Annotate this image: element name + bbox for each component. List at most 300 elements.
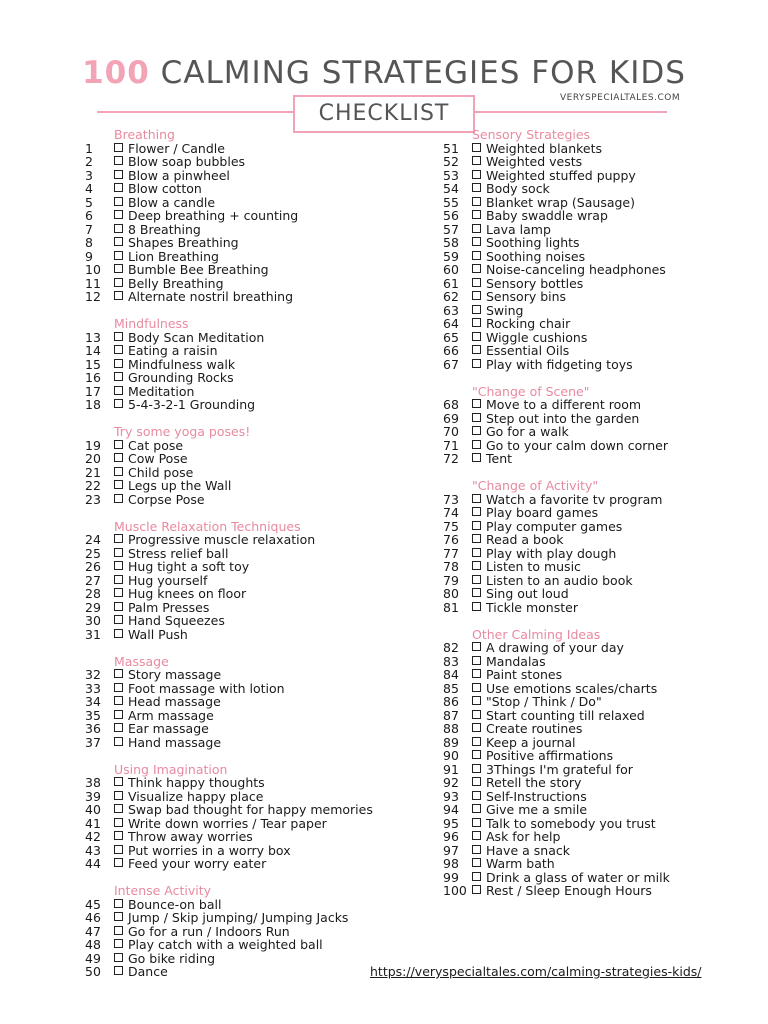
checkbox-icon[interactable]: [472, 278, 481, 287]
checkbox-icon[interactable]: [114, 332, 123, 341]
checklist-item: [85, 196, 385, 210]
checkbox-icon[interactable]: [472, 440, 481, 449]
checklist-item: [443, 749, 743, 763]
item-label: Throw away worries: [128, 829, 253, 844]
item-number: 92: [443, 775, 459, 790]
item-label: Swap bad thought for happy memories: [128, 802, 373, 817]
checkbox-icon[interactable]: [114, 818, 123, 827]
checklist-item: [85, 155, 385, 169]
item-number: 48: [85, 937, 101, 952]
item-number: 4: [85, 181, 93, 196]
item-number: 80: [443, 586, 459, 601]
item-label: Blow a pinwheel: [128, 167, 230, 183]
checklist-item: [443, 574, 743, 588]
item-number: 61: [443, 275, 459, 291]
checklist-item: [443, 425, 743, 439]
checkbox-icon[interactable]: [114, 953, 123, 962]
item-label: 8 Breathing: [128, 221, 201, 237]
section-heading: Sensory Strategies: [472, 127, 591, 142]
item-label: Story massage: [128, 667, 222, 682]
item-label: Play computer games: [486, 518, 623, 534]
item-label: Drink a glass of water or milk: [486, 869, 670, 885]
checkbox-icon[interactable]: [114, 278, 123, 287]
item-label: Hug knees on floor: [128, 586, 247, 601]
checkbox-icon[interactable]: [114, 170, 123, 179]
checklist-item: [443, 155, 743, 169]
item-label: Hug yourself: [128, 572, 208, 588]
item-label: Listen to music: [486, 559, 581, 574]
checklist-item: [443, 236, 743, 250]
checklist-item: [85, 250, 385, 264]
checkbox-icon[interactable]: [114, 683, 123, 692]
checkbox-icon[interactable]: [472, 237, 481, 246]
item-label: Head massage: [128, 694, 221, 709]
checklist-item: [85, 371, 385, 385]
checkbox-icon[interactable]: [472, 359, 481, 368]
item-label: Ask for help: [486, 829, 561, 844]
checkbox-icon[interactable]: [114, 143, 123, 152]
section-gap: [85, 506, 385, 520]
checklist-item: [443, 830, 743, 844]
item-number: 78: [443, 559, 459, 574]
item-number: 79: [443, 572, 459, 588]
checkbox-icon[interactable]: [472, 534, 481, 543]
checkbox-icon[interactable]: [472, 332, 481, 341]
checkbox-icon[interactable]: [114, 183, 123, 192]
checkbox-icon[interactable]: [472, 345, 481, 354]
checkbox-icon[interactable]: [472, 858, 481, 867]
item-number: 56: [443, 208, 459, 223]
checklist-item: [85, 722, 385, 736]
item-number: 43: [85, 842, 101, 858]
checklist-item: [443, 223, 743, 237]
item-label: Dance: [128, 964, 168, 979]
item-label: Bumble Bee Breathing: [128, 262, 269, 277]
checkbox-icon[interactable]: [114, 480, 123, 489]
item-number: 13: [85, 329, 101, 345]
item-label: Child pose: [128, 464, 194, 480]
checkbox-icon[interactable]: [472, 521, 481, 530]
item-number: 21: [85, 464, 101, 480]
item-label: Blow cotton: [128, 181, 202, 196]
checklist-item: [443, 533, 743, 547]
checklist-item: [85, 290, 385, 304]
item-number: 6: [85, 208, 93, 223]
checkbox-icon[interactable]: [114, 831, 123, 840]
item-number: 2: [85, 154, 93, 169]
item-label: Soothing noises: [486, 248, 586, 264]
item-number: 31: [85, 626, 101, 642]
checkbox-icon[interactable]: [472, 669, 481, 678]
section-heading: "Change of Scene": [472, 383, 590, 399]
item-label: Belly Breathing: [128, 275, 224, 291]
checkbox-icon[interactable]: [472, 831, 481, 840]
item-label: Step out into the garden: [486, 410, 640, 426]
checkbox-icon[interactable]: [472, 170, 481, 179]
item-number: 54: [443, 181, 459, 196]
checkbox-icon[interactable]: [472, 426, 481, 435]
item-number: 26: [85, 559, 101, 574]
section-gap: [85, 304, 385, 318]
checkbox-icon[interactable]: [472, 818, 481, 827]
item-label: Grounding Rocks: [128, 370, 234, 385]
item-number: 71: [443, 437, 459, 453]
checkbox-icon[interactable]: [114, 197, 123, 206]
item-label: Think happy thoughts: [128, 775, 265, 790]
item-label: Jump / Skip jumping/ Jumping Jacks: [128, 910, 349, 925]
checkbox-icon[interactable]: [472, 764, 481, 773]
checkbox-icon[interactable]: [472, 845, 481, 854]
checkbox-icon[interactable]: [114, 858, 123, 867]
checklist-item: [443, 709, 743, 723]
checkbox-icon[interactable]: [114, 669, 123, 678]
checkbox-icon[interactable]: [114, 359, 123, 368]
item-number: 63: [443, 302, 459, 318]
checklist-item: [443, 560, 743, 574]
item-label: Palm Presses: [128, 599, 210, 615]
checkbox-icon[interactable]: [114, 737, 123, 746]
checklist-item: [85, 776, 385, 790]
item-label: Go bike riding: [128, 950, 216, 966]
item-label: Bounce-on ball: [128, 896, 222, 912]
checkbox-icon[interactable]: [114, 237, 123, 246]
checklist-item: [443, 196, 743, 210]
item-label: 5-4-3-2-1 Grounding: [128, 397, 256, 412]
item-number: 62: [443, 289, 459, 304]
checklist-item: [85, 385, 385, 399]
checkbox-icon[interactable]: [114, 966, 123, 975]
item-number: 16: [85, 370, 101, 385]
item-label: A drawing of your day: [486, 640, 624, 655]
checkbox-icon[interactable]: [114, 629, 123, 638]
item-number: 46: [85, 910, 101, 925]
item-number: 86: [443, 694, 459, 709]
checkbox-icon[interactable]: [472, 791, 481, 800]
checkbox-icon[interactable]: [472, 696, 481, 705]
checkbox-icon[interactable]: [472, 602, 481, 611]
item-number: 95: [443, 815, 459, 831]
checkbox-icon[interactable]: [114, 156, 123, 165]
item-label: Talk to somebody you trust: [486, 815, 656, 831]
checkbox-icon[interactable]: [114, 777, 123, 786]
item-number: 90: [443, 748, 459, 763]
checkbox-icon[interactable]: [114, 210, 123, 219]
item-label: Play catch with a weighted ball: [128, 937, 323, 952]
checkbox-icon[interactable]: [472, 642, 481, 651]
checklist-item: [85, 547, 385, 561]
item-label: Hug tight a soft toy: [128, 559, 250, 574]
item-number: 68: [443, 397, 459, 412]
checkbox-icon[interactable]: [472, 183, 481, 192]
section-heading: Muscle Relaxation Techniques: [114, 518, 301, 534]
checklist-item: [85, 898, 385, 912]
checkbox-icon[interactable]: [114, 588, 123, 597]
checkbox-icon[interactable]: [472, 885, 481, 894]
checklist-item: [443, 871, 743, 885]
item-label: Tent: [486, 451, 513, 466]
checklist-item: [443, 817, 743, 831]
item-number: 66: [443, 343, 459, 358]
item-label: Play with fidgeting toys: [486, 356, 633, 372]
checklist-item: [85, 223, 385, 237]
title-text: CALMING STRATEGIES FOR KIDS: [160, 55, 686, 91]
item-label: Warm bath: [486, 856, 555, 871]
checklist-item: [85, 331, 385, 345]
item-label: Listen to an audio book: [486, 572, 633, 588]
item-label: Write down worries / Tear paper: [128, 815, 327, 831]
checkbox-icon[interactable]: [472, 872, 481, 881]
checkbox-icon[interactable]: [472, 656, 481, 665]
item-number: 29: [85, 599, 101, 615]
checklist-item: [443, 344, 743, 358]
checklist-item: [85, 925, 385, 939]
checklist-item: [85, 817, 385, 831]
item-number: 58: [443, 235, 459, 250]
checkbox-icon[interactable]: [114, 224, 123, 233]
item-label: Cow Pose: [128, 451, 188, 466]
checkbox-icon[interactable]: [472, 507, 481, 516]
checkbox-icon[interactable]: [472, 750, 481, 759]
checklist-item: [85, 965, 385, 979]
checkbox-icon[interactable]: [472, 737, 481, 746]
checkbox-icon[interactable]: [114, 710, 123, 719]
checklist-item: [443, 736, 743, 750]
checkbox-icon[interactable]: [472, 399, 481, 408]
item-label: Baby swaddle wrap: [486, 208, 608, 223]
item-number: 8: [85, 235, 93, 250]
checkbox-icon[interactable]: [472, 804, 481, 813]
item-label: Legs up the Wall: [128, 478, 232, 493]
item-number: 57: [443, 221, 459, 237]
checklist-item: [85, 493, 385, 507]
checklist-item: [443, 776, 743, 790]
checkbox-icon[interactable]: [114, 494, 123, 503]
item-label: "Stop / Think / Do": [486, 694, 602, 709]
checklist-item: [85, 574, 385, 588]
checklist-item: [443, 547, 743, 561]
checkbox-icon[interactable]: [114, 440, 123, 449]
checkbox-icon[interactable]: [114, 615, 123, 624]
item-number: 35: [85, 707, 101, 723]
checklist-item: [85, 736, 385, 750]
checklist-item: [85, 911, 385, 925]
checklist-item: [85, 587, 385, 601]
checklist-item: [85, 857, 385, 871]
item-number: 1: [85, 140, 93, 156]
checkbox-icon[interactable]: [114, 548, 123, 557]
item-number: 100: [443, 883, 467, 898]
item-label: Sensory bins: [486, 289, 567, 304]
checkbox-icon[interactable]: [472, 291, 481, 300]
item-number: 85: [443, 680, 459, 696]
page-title: [0, 55, 768, 91]
item-label: Mindfulness walk: [128, 356, 236, 372]
item-label: Weighted blankets: [486, 140, 603, 156]
checklist-item: [443, 844, 743, 858]
checkbox-icon[interactable]: [472, 683, 481, 692]
item-number: 84: [443, 667, 459, 682]
checkbox-icon[interactable]: [114, 939, 123, 948]
checkbox-icon[interactable]: [114, 912, 123, 921]
checkbox-icon[interactable]: [114, 561, 123, 570]
checkbox-icon[interactable]: [114, 372, 123, 381]
item-label: Start counting till relaxed: [486, 707, 645, 723]
checklist-item: [443, 250, 743, 264]
checklist-item: [85, 209, 385, 223]
section-gap: [85, 871, 385, 885]
item-number: 76: [443, 532, 459, 547]
checklist-item: [443, 290, 743, 304]
item-label: Weighted stuffed puppy: [486, 167, 636, 183]
checkbox-icon[interactable]: [472, 305, 481, 314]
checkbox-icon[interactable]: [114, 345, 123, 354]
checkbox-icon[interactable]: [472, 723, 481, 732]
item-number: 93: [443, 788, 459, 804]
item-number: 39: [85, 788, 101, 804]
checkbox-icon[interactable]: [472, 156, 481, 165]
checkbox-icon[interactable]: [472, 710, 481, 719]
checkbox-icon[interactable]: [472, 575, 481, 584]
item-label: Lion Breathing: [128, 248, 219, 264]
title-divider-right: [471, 111, 667, 113]
checkbox-icon[interactable]: [472, 548, 481, 557]
checkbox-icon[interactable]: [114, 845, 123, 854]
checkbox-icon[interactable]: [472, 210, 481, 219]
item-number: 81: [443, 599, 459, 615]
item-number: 28: [85, 586, 101, 601]
item-label: Body sock: [486, 181, 550, 196]
checklist-item: [443, 587, 743, 601]
checklist-item: [85, 533, 385, 547]
checkbox-icon[interactable]: [114, 696, 123, 705]
title-number: 100: [82, 55, 150, 91]
checkbox-icon[interactable]: [114, 467, 123, 476]
checklist-item: [443, 452, 743, 466]
item-label: Self-Instructions: [486, 788, 587, 804]
checkbox-icon[interactable]: [114, 291, 123, 300]
checkbox-icon[interactable]: [472, 453, 481, 462]
item-number: 11: [85, 275, 101, 291]
checkbox-icon[interactable]: [472, 588, 481, 597]
checkbox-icon[interactable]: [114, 453, 123, 462]
checkbox-icon[interactable]: [472, 777, 481, 786]
item-label: Hand massage: [128, 734, 222, 750]
item-number: 52: [443, 154, 459, 169]
item-number: 44: [85, 856, 101, 871]
checkbox-icon[interactable]: [114, 926, 123, 935]
checkbox-icon[interactable]: [114, 723, 123, 732]
item-number: 65: [443, 329, 459, 345]
checkbox-icon[interactable]: [114, 602, 123, 611]
checklist-item: [85, 344, 385, 358]
item-label: Watch a favorite tv program: [486, 491, 663, 507]
footer-link[interactable]: https://veryspecialtales.com/calming-strategies-kids/: [370, 964, 702, 979]
item-number: 94: [443, 802, 459, 817]
right-column: [443, 128, 743, 898]
checklist-item: [85, 844, 385, 858]
checkbox-icon[interactable]: [114, 386, 123, 395]
item-label: Go for a run / Indoors Run: [128, 923, 290, 939]
checklist-item: [443, 601, 743, 615]
checklist-item: [85, 560, 385, 574]
checklist-item: [85, 142, 385, 156]
item-number: 72: [443, 451, 459, 466]
item-label: 3Things I'm grateful for: [486, 761, 633, 777]
item-label: Soothing lights: [486, 235, 580, 250]
checkbox-icon[interactable]: [472, 561, 481, 570]
checkbox-icon[interactable]: [114, 264, 123, 273]
checkbox-icon[interactable]: [114, 791, 123, 800]
checkbox-icon[interactable]: [114, 251, 123, 260]
checkbox-icon[interactable]: [114, 804, 123, 813]
item-label: Play with play dough: [486, 545, 617, 561]
item-label: Lava lamp: [486, 221, 551, 237]
checkbox-icon[interactable]: [114, 534, 123, 543]
checkbox-icon[interactable]: [472, 413, 481, 422]
checklist-item: [443, 412, 743, 426]
checkbox-icon[interactable]: [114, 399, 123, 408]
checkbox-icon[interactable]: [114, 899, 123, 908]
checklist-item: [443, 493, 743, 507]
item-label: Use emotions scales/charts: [486, 680, 658, 696]
item-number: 17: [85, 383, 101, 399]
item-label: Mandalas: [486, 653, 546, 669]
checkbox-icon[interactable]: [472, 264, 481, 273]
item-number: 64: [443, 316, 459, 331]
checkbox-icon[interactable]: [472, 494, 481, 503]
item-number: 77: [443, 545, 459, 561]
item-label: Shapes Breathing: [128, 235, 239, 250]
item-number: 73: [443, 491, 459, 507]
checkbox-icon[interactable]: [472, 143, 481, 152]
item-label: Wall Push: [128, 626, 188, 642]
item-label: Arm massage: [128, 707, 214, 723]
checklist-item: [443, 803, 743, 817]
checkbox-icon[interactable]: [472, 251, 481, 260]
checklist-item: [443, 439, 743, 453]
item-label: Rest / Sleep Enough Hours: [486, 883, 652, 898]
item-number: 60: [443, 262, 459, 277]
checklist-item: [443, 506, 743, 520]
item-label: Essential Oils: [486, 343, 570, 358]
item-label: Blanket wrap (Sausage): [486, 194, 635, 210]
item-label: Stress relief ball: [128, 545, 229, 561]
checklist-item: [85, 668, 385, 682]
checkbox-icon[interactable]: [472, 318, 481, 327]
item-number: 30: [85, 613, 101, 628]
section-heading: Mindfulness: [114, 316, 189, 331]
checklist-item: [443, 722, 743, 736]
item-label: Progressive muscle relaxation: [128, 532, 316, 547]
checkbox-icon[interactable]: [472, 197, 481, 206]
checklist-item: [443, 790, 743, 804]
checkbox-icon[interactable]: [472, 224, 481, 233]
item-number: 34: [85, 694, 101, 709]
item-number: 32: [85, 667, 101, 682]
item-number: 97: [443, 842, 459, 858]
checklist-item: [443, 857, 743, 871]
checkbox-icon[interactable]: [114, 575, 123, 584]
item-label: Corpse Pose: [128, 491, 205, 507]
item-label: Have a snack: [486, 842, 570, 858]
checklist-item: [443, 520, 743, 534]
checklist-item: [443, 763, 743, 777]
checklist-item: [85, 938, 385, 952]
section-gap: [443, 371, 743, 385]
section-gap: [443, 614, 743, 628]
item-label: Swing: [486, 302, 524, 318]
item-number: 51: [443, 140, 459, 156]
